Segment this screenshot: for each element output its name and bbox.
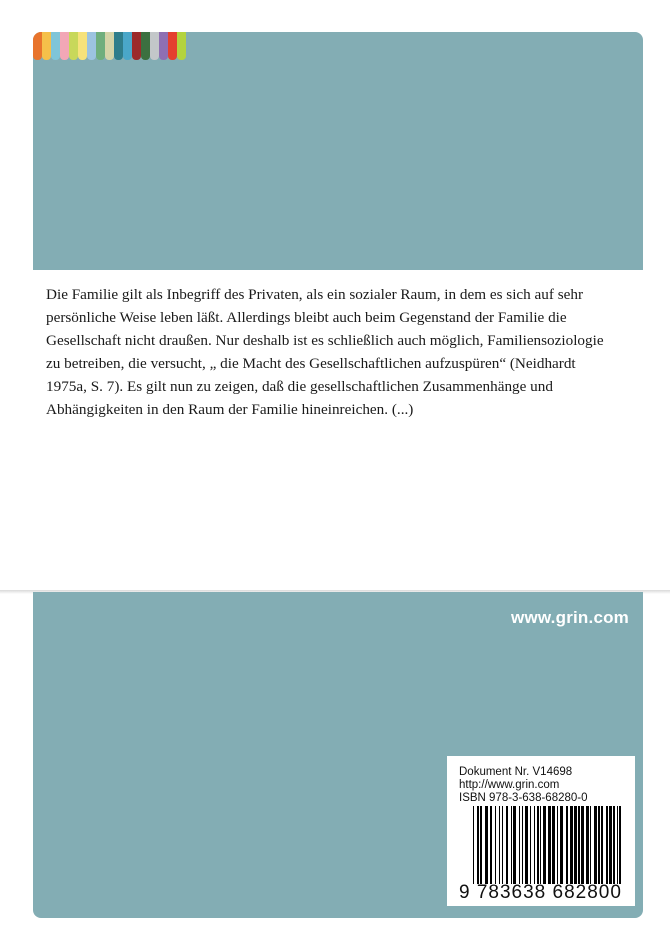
color-stripe <box>105 32 114 60</box>
barcode-url: http://www.grin.com <box>459 779 560 791</box>
color-stripe <box>123 32 132 60</box>
barcode-panel <box>447 756 635 906</box>
color-stripe <box>60 32 69 60</box>
color-stripe <box>33 32 42 60</box>
color-stripe <box>51 32 60 60</box>
color-stripe <box>168 32 177 60</box>
isbn-line: ISBN 978-3-638-68280-0 <box>459 792 588 804</box>
color-stripes <box>33 32 186 60</box>
color-stripe <box>42 32 51 60</box>
color-stripe <box>177 32 186 60</box>
top-color-band <box>33 32 643 270</box>
color-stripe <box>150 32 159 60</box>
color-stripe <box>159 32 168 60</box>
barcode-bars <box>473 806 623 884</box>
color-stripe <box>114 32 123 60</box>
blurb-text: Die Familie gilt als Inbegriff des Privaten, als ein sozialer Raum, in dem es sich auf sehr persönliche Weise leben läßt. Allerdings bleibt auch beim Gegenstand der Familie die Gesellschaft nicht draußen. Nur deshalb ist es schließlich auch möglich, Familiensoziologie zu betreiben, die versucht, „ die Macht des Gesellschaftlichen aufzuspüren“ (Neidhardt 1975a, S. 7). Es gilt nun zu zeigen, daß die gesellschaftlichen Zusammenhänge und Abhängigkeiten in den Raum der Familie hineinreichen. (...) <box>46 286 604 418</box>
color-stripe <box>87 32 96 60</box>
color-stripe <box>78 32 87 60</box>
barcode-info <box>459 766 588 805</box>
barcode-digits: 9 783638 682800 <box>459 882 622 903</box>
document-number: Dokument Nr. V14698 <box>459 766 573 778</box>
color-stripe <box>132 32 141 60</box>
color-stripe <box>69 32 78 60</box>
color-stripe <box>141 32 150 60</box>
color-stripe <box>96 32 105 60</box>
publisher-url: www.grin.com <box>511 608 629 627</box>
